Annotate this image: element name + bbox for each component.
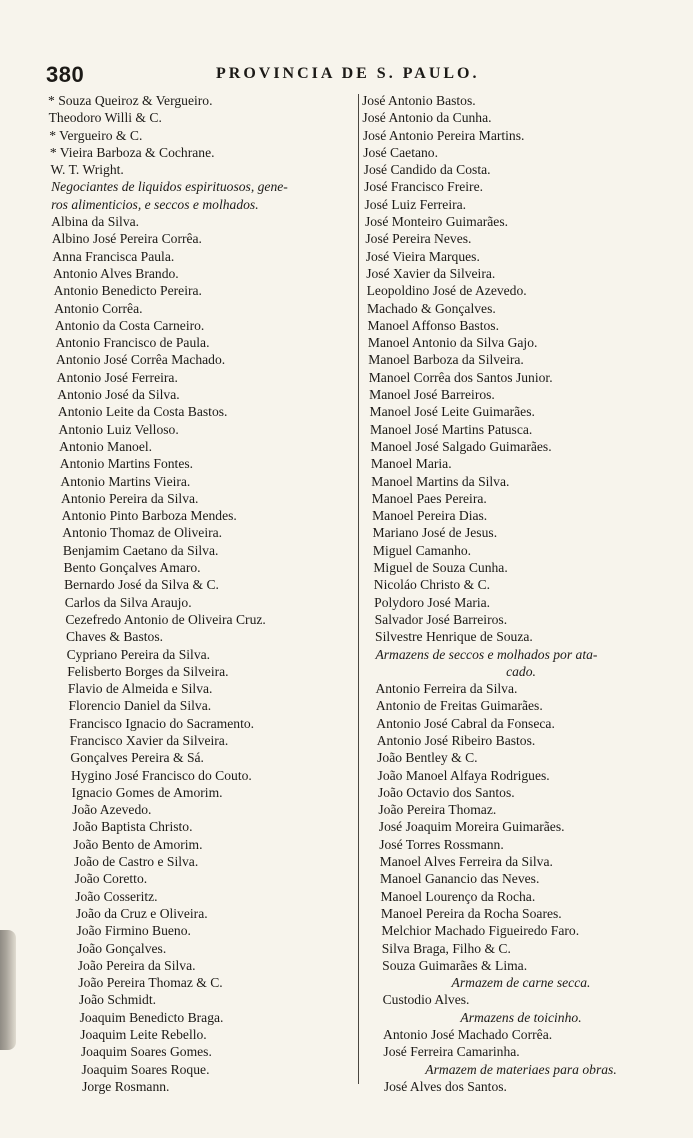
directory-entry: Joaquim Soares Roque. [81, 1061, 210, 1077]
directory-entry: João Bento de Amorim. [73, 836, 203, 852]
directory-entry: Antonio Manoel. [59, 438, 153, 454]
directory-entry: José Pereira Neves. [365, 231, 472, 247]
directory-entry: Manoel Ganancio das Neves. [380, 871, 540, 887]
directory-entry: Manoel Corrêa dos Santos Junior. [368, 369, 553, 385]
directory-entry: João Gonçalves. [77, 940, 167, 956]
directory-entry: * Vieira Barboza & Cochrane. [49, 144, 215, 160]
directory-entry: Chaves & Bastos. [65, 629, 164, 645]
section-heading: Armazem de materiaes para obras. [425, 1061, 617, 1077]
directory-entry: João Pereira Thomaz. [378, 802, 497, 818]
directory-entry: João Coretto. [74, 871, 148, 887]
directory-entry: Bento Gonçalves Amaro. [63, 560, 201, 576]
directory-entry: Polydoro José Maria. [374, 594, 491, 610]
directory-entry: Bernardo José da Silva & C. [64, 577, 219, 593]
section-heading: cado. [506, 663, 536, 679]
directory-entry: Ignacio Gomes de Amorim. [71, 784, 223, 800]
directory-entry: Silvestre Henrique de Souza. [375, 629, 533, 645]
directory-entry: João Pereira da Silva. [77, 957, 196, 973]
directory-entry: Nicoláo Christo & C. [373, 577, 491, 593]
directory-entry: Anna Francisca Paula. [52, 248, 175, 264]
running-title: PROVINCIA DE S. PAULO. [216, 65, 480, 82]
directory-entry: Gonçalves Pereira & Sá. [70, 750, 204, 766]
left-column [48, 92, 348, 1095]
directory-entry: Benjamim Caetano da Silva. [62, 542, 219, 558]
directory-entry: Mariano José de Jesus. [372, 525, 498, 541]
directory-entry: José Antonio Pereira Martins. [362, 127, 525, 143]
directory-entry: * Vergueiro & C. [49, 127, 143, 143]
directory-entry: Carlos da Silva Araujo. [64, 594, 192, 610]
directory-entry: Francisco Ignacio do Sacramento. [69, 715, 255, 731]
directory-entry: Antonio Martins Vieira. [60, 473, 191, 489]
directory-entry: Antonio Leite da Costa Bastos. [57, 404, 228, 420]
directory-entry: João Octavio dos Santos. [377, 784, 515, 800]
directory-entry: Antonio José Ribeiro Bastos. [376, 732, 536, 748]
directory-entry: * Souza Queiroz & Vergueiro. [48, 93, 213, 108]
directory-entry: Albino José Pereira Corrêa. [51, 231, 202, 247]
directory-entry: Manoel José Salgado Guimarães. [370, 438, 552, 454]
directory-entry: Antonio Thomaz de Oliveira. [62, 525, 223, 541]
directory-entry: Manoel Maria. [370, 456, 452, 472]
directory-entry: Machado & Gonçalves. [367, 300, 496, 316]
directory-entry: João Pereira Thomaz & C. [78, 975, 223, 991]
directory-entry: Joaquim Benedicto Braga. [79, 1009, 224, 1025]
directory-entry: Manoel José Martins Patusca. [369, 421, 533, 437]
directory-entry: João Baptista Christo. [72, 819, 193, 835]
section-heading: Armazens de toicinho. [460, 1009, 582, 1025]
directory-entry: Antonio José Machado Corrêa. [383, 1027, 553, 1043]
directory-entry: Leopoldino José de Azevedo. [366, 283, 527, 299]
directory-entry: Felisberto Borges da Silveira. [67, 663, 229, 679]
directory-entry: Antonio Luiz Velloso. [58, 421, 179, 437]
directory-entry: Antonio Martins Fontes. [59, 456, 194, 472]
directory-entry: João da Cruz e Oliveira. [75, 905, 208, 921]
directory-entry: José Ferreira Camarinha. [383, 1044, 520, 1060]
directory-entry: Antonio Ferreira da Silva. [375, 681, 518, 697]
directory-entry: Joaquim Soares Gomes. [80, 1044, 212, 1060]
directory-entry: Antonio José Corrêa Machado. [56, 352, 226, 368]
directory-entry: Hygino José Francisco do Couto. [70, 767, 252, 783]
directory-entry: José Luiz Ferreira. [364, 196, 467, 212]
directory-entry: Jorge Rosmann. [82, 1078, 170, 1094]
directory-entry: Manoel Pereira da Rocha Soares. [380, 905, 562, 921]
directory-entry: Flavio de Almeida e Silva. [67, 681, 213, 697]
directory-entry: Theodoro Willi & C. [48, 110, 162, 126]
directory-entry: João Firmino Bueno. [76, 923, 191, 939]
directory-entry: João Schmidt. [79, 992, 157, 1008]
directory-entry: José Torres Rossmann. [379, 836, 504, 852]
directory-entry: Manoel Alves Ferreira da Silva. [379, 854, 553, 870]
directory-entry: Manoel Antonio da Silva Gajo. [367, 335, 538, 351]
directory-entry: Antonio Alves Brando. [52, 265, 179, 281]
directory-entry: Silva Braga, Filho & C. [381, 940, 511, 956]
directory-entry: Manoel José Barreiros. [369, 387, 495, 403]
directory-entry: José Caetano. [363, 144, 438, 160]
directory-entry: Salvador José Barreiros. [374, 611, 508, 627]
directory-entry: João Cosseritz. [75, 888, 158, 904]
directory-entry: Cezefredo Antonio de Oliveira Cruz. [65, 611, 266, 627]
directory-entry: José Monteiro Guimarães. [364, 214, 509, 230]
directory-entry: José Antonio Bastos. [362, 93, 476, 108]
directory-entry: João Azevedo. [72, 802, 152, 818]
directory-entry: José Xavier da Silveira. [366, 265, 496, 281]
directory-entry: José Vieira Marques. [365, 248, 480, 264]
section-heading: Armazens de seccos e molhados por ata- [375, 646, 598, 662]
directory-entry: Antonio Francisco de Paula. [55, 335, 210, 351]
directory-entry: José Joaquim Moreira Guimarães. [378, 819, 565, 835]
directory-entry: José Antonio da Cunha. [362, 110, 492, 126]
directory-entry: Antonio da Costa Carneiro. [54, 317, 205, 333]
directory-entry: Francisco Xavier da Silveira. [69, 732, 229, 748]
section-heading: ros alimenticios, e seccos e molhados. [51, 196, 259, 212]
page-number: 380 [46, 62, 85, 87]
directory-entry: José Alves dos Santos. [383, 1078, 507, 1094]
directory-entry: Antonio de Freitas Guimarães. [375, 698, 543, 714]
right-column [362, 92, 680, 1095]
section-heading: Armazem de carne secca. [451, 975, 591, 991]
directory-entry: João Bentley & C. [377, 750, 478, 766]
directory-entry: Manoel Lourenço da Rocha. [380, 888, 536, 904]
binding-shadow [0, 930, 16, 1050]
directory-entry: W. T. Wright. [50, 162, 124, 178]
directory-entry: Antonio Pereira da Silva. [61, 490, 199, 506]
directory-entry: Antonio Benedicto Pereira. [53, 283, 202, 299]
directory-entry: Florencio Daniel da Silva. [68, 698, 212, 714]
directory-entry: Miguel Camanho. [372, 542, 472, 558]
page-header [46, 62, 646, 88]
directory-entry: Manoel Pereira Dias. [372, 508, 488, 524]
directory-entry: Manoel Martins da Silva. [371, 473, 510, 489]
directory-entry: Cypriano Pereira da Silva. [66, 646, 211, 662]
column-divider [358, 94, 359, 1084]
directory-entry: Manoel José Leite Guimarães. [369, 404, 535, 420]
directory-entry: João Manoel Alfaya Rodrigues. [377, 767, 550, 783]
directory-entry: Antonio Corrêa. [54, 300, 143, 316]
directory-entry: Custodio Alves. [382, 992, 470, 1008]
directory-entry: Albina da Silva. [51, 214, 140, 230]
directory-entry: Souza Guimarães & Lima. [382, 957, 528, 973]
directory-entry: João de Castro e Silva. [74, 854, 199, 870]
directory-entry: Manoel Affonso Bastos. [367, 317, 499, 333]
directory-entry: Antonio José Cabral da Fonseca. [376, 715, 555, 731]
directory-entry: Melchior Machado Figueiredo Faro. [381, 923, 580, 939]
directory-entry: Manoel Barboza da Silveira. [368, 352, 524, 368]
directory-entry: Antonio José da Silva. [57, 387, 180, 403]
directory-entry: Antonio Pinto Barboza Mendes. [61, 508, 237, 524]
directory-entry: Manoel Paes Pereira. [371, 490, 487, 506]
directory-entry: José Candido da Costa. [363, 162, 491, 178]
directory-entry: Antonio José Ferreira. [56, 369, 178, 385]
section-heading: Negociantes de liquidos espirituosos, gene- [51, 179, 288, 195]
directory-entry: Miguel de Souza Cunha. [373, 560, 508, 576]
directory-entry: Joaquim Leite Rebello. [80, 1027, 207, 1043]
directory-entry: José Francisco Freire. [364, 179, 484, 195]
